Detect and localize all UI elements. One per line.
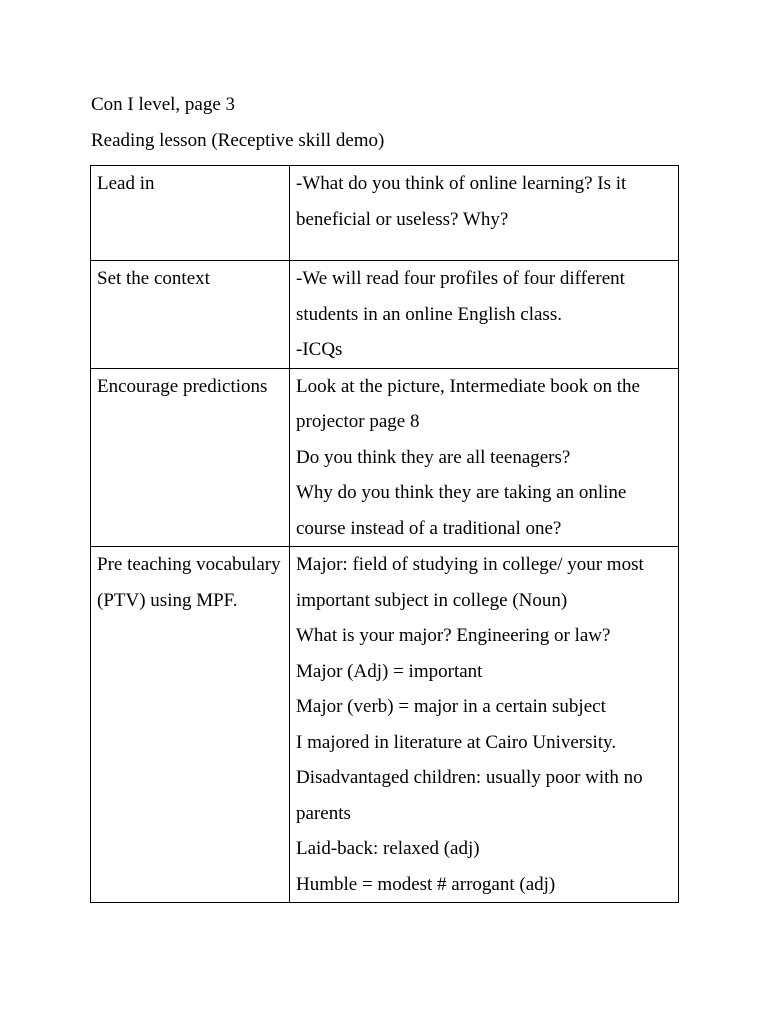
detail-cell xyxy=(290,547,679,903)
table-row xyxy=(91,261,679,369)
detail-line: -What do you think of online learning? Is it beneficial or useless? Why? xyxy=(296,173,627,230)
table-row xyxy=(91,166,679,261)
lesson-subtitle: Reading lesson (Receptive skill demo) xyxy=(91,130,385,151)
page-title: Con I level, page 3 xyxy=(91,94,236,115)
stage-cell: Lead in xyxy=(91,166,290,261)
detail-line: Major (Adj) = important xyxy=(296,660,483,682)
detail-line: Laid-back: relaxed (adj) xyxy=(296,838,480,859)
detail-line: What is your major? Engineering or law? xyxy=(296,625,611,646)
detail-line: Major: field of studying in college/ your most important subject in college (Noun) xyxy=(296,554,644,611)
table-row xyxy=(91,368,679,547)
stage-cell: Pre teaching vocabulary (PTV) using MPF. xyxy=(91,547,290,903)
detail-cell xyxy=(290,166,679,261)
detail-line: -ICQs xyxy=(296,339,343,360)
detail-line: Do you think they are all teenagers? xyxy=(296,446,571,468)
detail-line: Why do you think they are taking an online course instead of a traditional one? xyxy=(296,482,627,539)
detail-cell xyxy=(290,368,679,547)
detail-line: Major (verb) = major in a certain subject xyxy=(296,696,606,717)
detail-line: Humble = modest # arrogant (adj) xyxy=(296,873,556,895)
detail-line: -We will read four profiles of four different students in an online English class. xyxy=(296,268,625,325)
table-row xyxy=(91,547,679,903)
lesson-plan-table xyxy=(90,165,679,903)
detail-line: Disadvantaged children: usually poor with no parents xyxy=(296,767,643,824)
detail-line: I majored in literature at Cairo University. xyxy=(296,731,617,753)
stage-cell: Encourage predictions xyxy=(91,368,290,547)
detail-line: Look at the picture, Intermediate book on the projector page 8 xyxy=(296,375,640,432)
detail-cell xyxy=(290,261,679,369)
stage-cell: Set the context xyxy=(91,261,290,369)
